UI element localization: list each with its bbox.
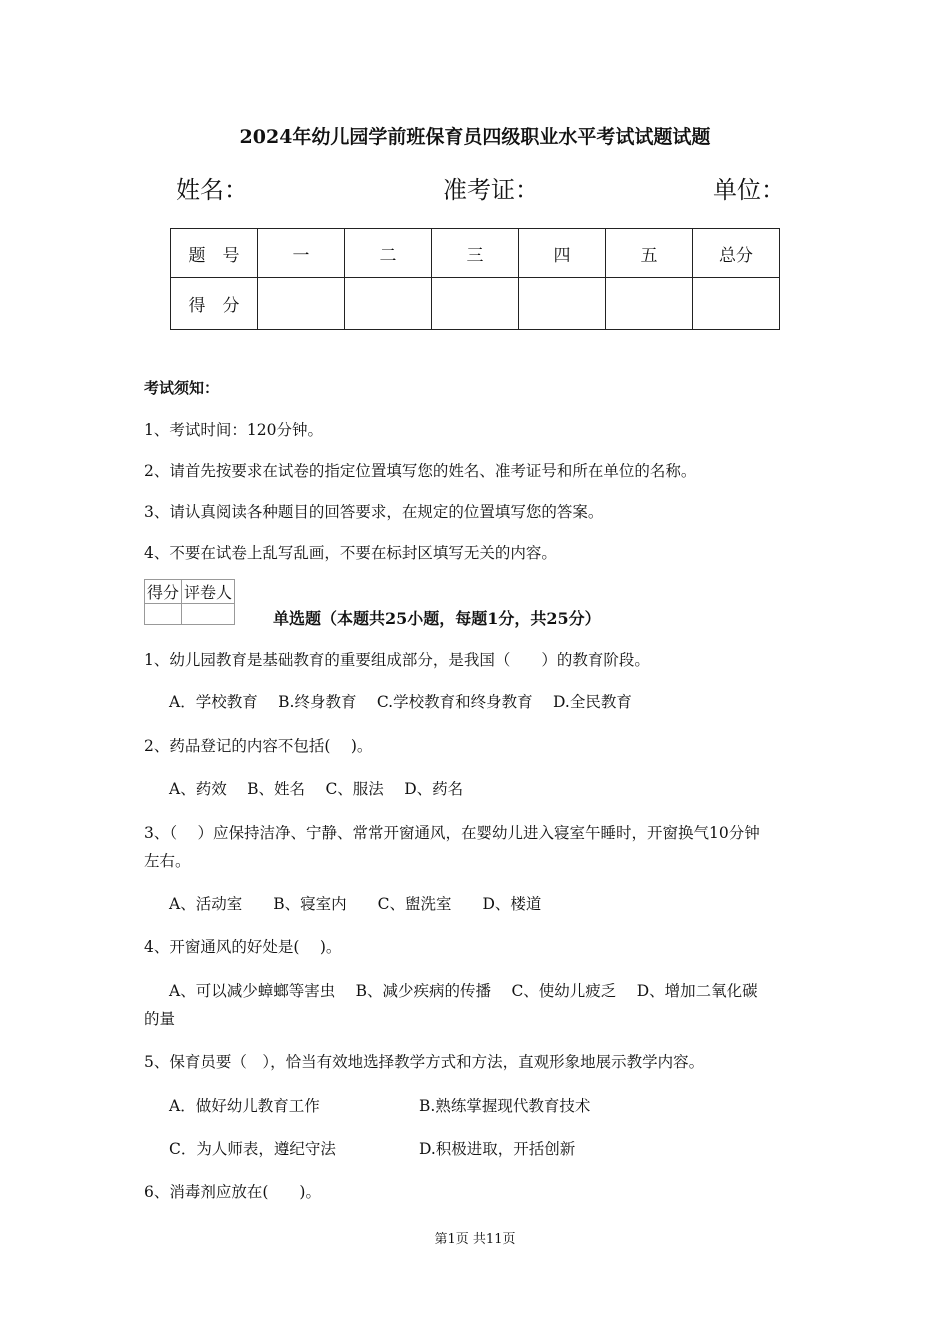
- grader-box-grader-cell: [182, 604, 235, 625]
- question-option-b: B.熟练掌握现代教育技术: [419, 1097, 591, 1115]
- notice-item: 4、不要在试卷上乱写乱画，不要在标封区填写无关的内容。: [144, 544, 557, 562]
- grader-box-grader-label: 评卷人: [182, 580, 235, 604]
- name-field-label: 姓名：: [176, 176, 248, 204]
- score-cell: [519, 278, 606, 330]
- score-row-label: 得 分: [171, 278, 258, 330]
- score-table-header-cell: 三: [432, 229, 519, 278]
- score-cell: [258, 278, 345, 330]
- question-options: A、可以减少蟑螂等害虫 B、减少疾病的传播 C、使幼儿疲乏 D、增加二氧化碳: [169, 982, 758, 1000]
- question-stem: 2、药品登记的内容不包括( )。: [144, 737, 373, 755]
- score-table-header-cell: 二: [345, 229, 432, 278]
- score-table-header-cell: 总分: [693, 229, 780, 278]
- score-table-header-cell: 一: [258, 229, 345, 278]
- question-stem: 3、（ ）应保持洁净、宁静、常常开窗通风，在婴幼儿进入寝室午睡时，开窗换气10分钟: [144, 824, 760, 842]
- question-stem-continued: 左右。: [144, 852, 191, 870]
- grader-box-score-label: 得分: [145, 580, 182, 604]
- question-options-continued: 的量: [144, 1010, 176, 1028]
- question-option-c: C．为人师表，遵纪守法: [169, 1140, 336, 1158]
- document-title: 2024年幼儿园学前班保育员四级职业水平考试试题试题: [239, 126, 711, 148]
- notice-item: 1、考试时间：120分钟。: [144, 421, 323, 439]
- score-table-header-cell: 四: [519, 229, 606, 278]
- notice-item: 2、请首先按要求在试卷的指定位置填写您的姓名、准考证号和所在单位的名称。: [144, 462, 697, 480]
- question-option-a: A．做好幼儿教育工作: [169, 1097, 320, 1115]
- question-option-d: D.积极进取，开括创新: [419, 1140, 576, 1158]
- page-footer: 第1页 共11页: [434, 1232, 516, 1247]
- question-stem: 1、幼儿园教育是基础教育的重要组成部分，是我国（ ）的教育阶段。: [144, 651, 650, 669]
- question-stem: 4、开窗通风的好处是( )。: [144, 938, 342, 956]
- grader-box-score-cell: [145, 604, 182, 625]
- question-options: A、药效 B、姓名 C、服法 D、药名: [169, 780, 464, 798]
- score-cell: [345, 278, 432, 330]
- notice-item: 3、请认真阅读各种题目的回答要求，在规定的位置填写您的答案。: [144, 503, 604, 521]
- exam-id-field-label: 准考证：: [443, 176, 539, 204]
- score-table: [170, 228, 780, 330]
- score-cell: [432, 278, 519, 330]
- score-cell: [606, 278, 693, 330]
- section-title: 单选题（本题共25小题，每题1分，共25分）: [273, 609, 601, 628]
- score-table-header-cell: 题 号: [171, 229, 258, 278]
- score-table-score-row: [171, 278, 780, 330]
- notice-heading: 考试须知：: [144, 379, 220, 397]
- question-stem: 6、消毒剂应放在( )。: [144, 1183, 321, 1201]
- grader-box: [144, 579, 235, 625]
- question-stem: 5、保育员要（ ），恰当有效地选择教学方式和方法，直观形象地展示教学内容。: [144, 1053, 705, 1071]
- score-table-header-cell: 五: [606, 229, 693, 278]
- question-options: A、活动室 B、寝室内 C、盥洗室 D、楼道: [169, 895, 542, 913]
- unit-field-label: 单位：: [713, 176, 785, 204]
- score-cell: [693, 278, 780, 330]
- question-options: A．学校教育 B.终身教育 C.学校教育和终身教育 D.全民教育: [169, 693, 632, 711]
- score-table-header-row: [171, 229, 780, 278]
